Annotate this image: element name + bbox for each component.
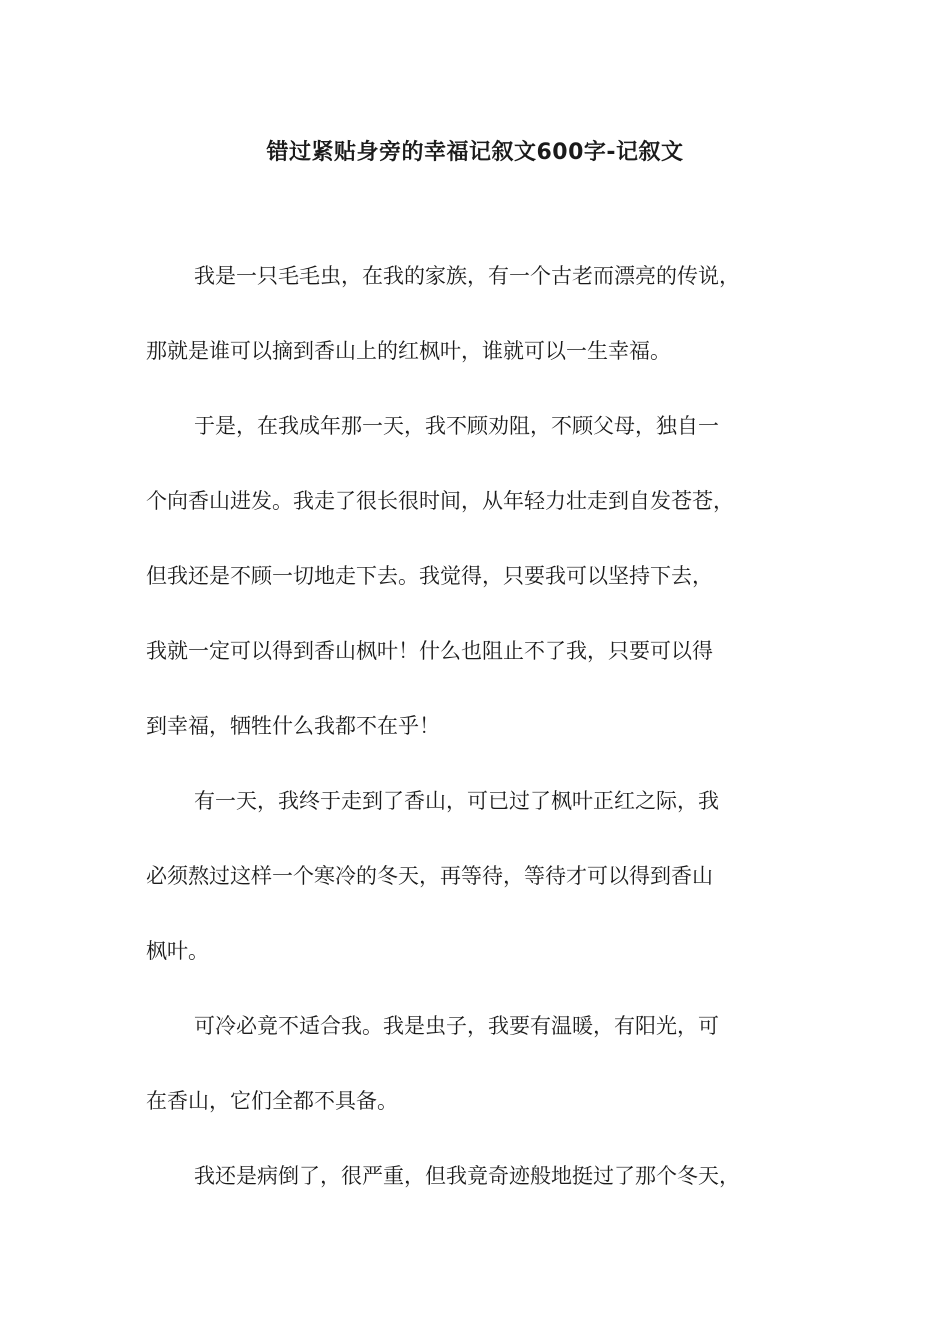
- paragraph-3-line-2: 必须熬过这样一个寒冷的冬天，再等待，等待才可以得到香山: [146, 864, 713, 888]
- paragraph-2-line-3: 但我还是不顾一切地走下去。我觉得，只要我可以坚持下去，: [146, 564, 713, 588]
- paragraph-1-line-2: 那就是谁可以摘到香山上的红枫叶，谁就可以一生幸福。: [146, 339, 671, 363]
- paragraph-3-line-1: 有一天，我终于走到了香山，可已过了枫叶正红之际，我: [194, 789, 719, 813]
- paragraph-2-line-1: 于是，在我成年那一天，我不顾劝阻，不顾父母，独自一: [194, 414, 719, 438]
- paragraph-2-line-4: 我就一定可以得到香山枫叶！什么也阻止不了我，只要可以得: [146, 639, 713, 663]
- paragraph-4-line-2: 在香山，它们全都不具备。: [146, 1089, 398, 1113]
- paragraph-2-line-5: 到幸福，牺牲什么我都不在乎！: [146, 714, 440, 738]
- paragraph-1-line-1: 我是一只毛毛虫，在我的家族，有一个古老而漂亮的传说，: [194, 264, 740, 288]
- document-title: 错过紧贴身旁的幸福记叙文600字-记叙文: [266, 140, 684, 165]
- paragraph-5-line-1: 我还是病倒了，很严重，但我竟奇迹般地挺过了那个冬天，: [194, 1164, 740, 1188]
- paragraph-4-line-1: 可冷必竟不适合我。我是虫子，我要有温暖，有阳光，可: [194, 1014, 719, 1038]
- document-body: [146, 258, 826, 1195]
- paragraph-3-line-3: 枫叶。: [146, 939, 209, 963]
- paragraph-2-line-2: 个向香山进发。我走了很长很时间，从年轻力壮走到自发苍苍，: [146, 489, 734, 513]
